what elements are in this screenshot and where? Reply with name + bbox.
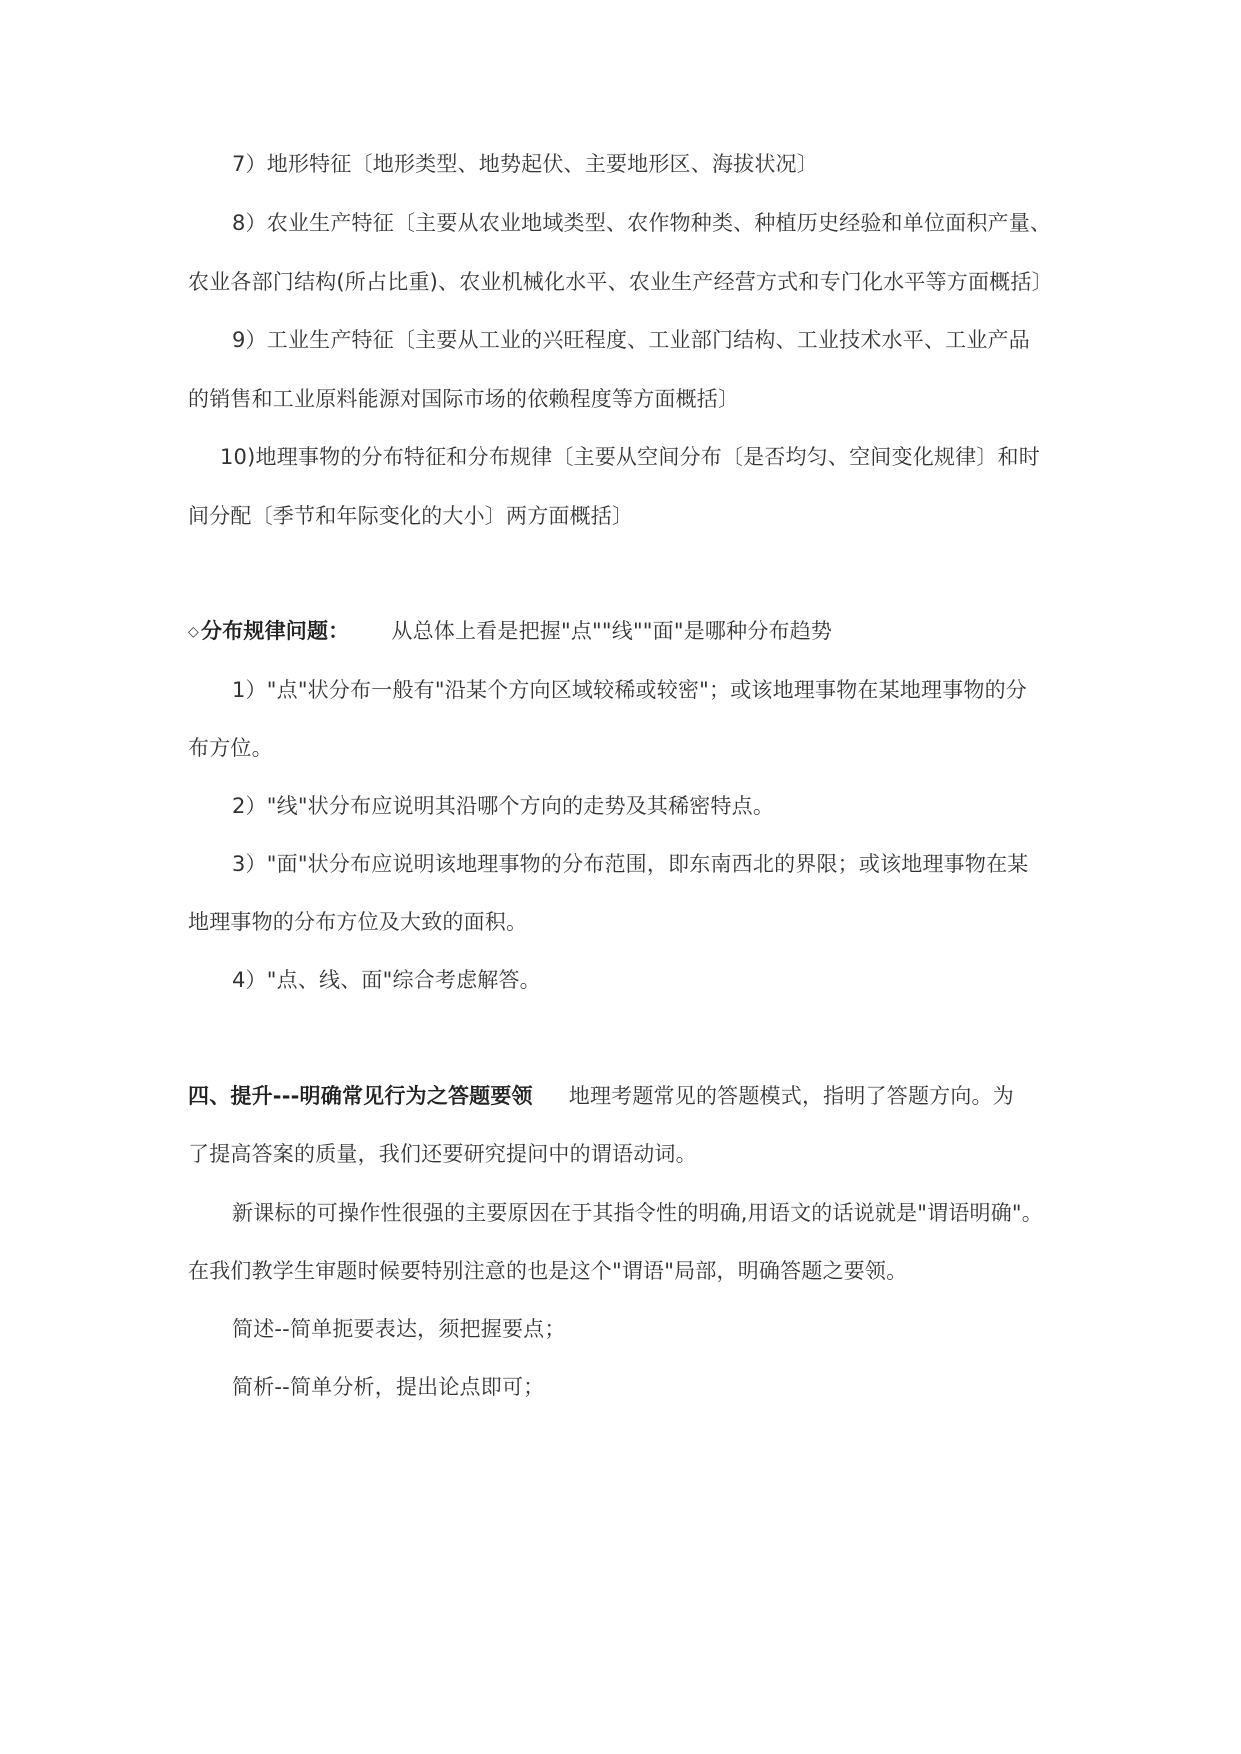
distribution-heading: 分布规律问题： [200,619,350,643]
item-9-industry-line2: 的销售和工业原料能源对国际市场的依赖程度等方面概括〕 [188,387,740,411]
distribution-item-2: 2）"线"状分布应说明其沿哪个方向的走势及其稀密特点。 [232,794,775,818]
section-4-paragraph-line1: 新课标的可操作性很强的主要原因在于其指令性的明确,用语文的话说就是"谓语明确"。 [232,1201,1043,1225]
distribution-item-4: 4）"点、线、面"综合考虑解答。 [232,968,541,992]
diamond-marker-icon: ◇ [188,624,199,640]
distribution-heading-row [188,616,1088,649]
term-brief-description: 简述--简单扼要表达，须把握要点； [232,1317,566,1341]
item-8-agriculture-line2: 农业各部门结构(所占比重)、农业机械化水平、农业生产经营方式和专门化水平等方面概括〕 [188,270,1053,294]
distribution-item-1-line2: 布方位。 [188,736,273,760]
item-9-industry-line1: 9）工业生产特征〔主要从工业的兴旺程度、工业部门结构、工业技术水平、工业产品 [232,328,1030,352]
section-4-paragraph-line2: 在我们教学生审题时候要特别注意的也是这个"谓语"局部，明确答题之要领。 [188,1259,908,1283]
item-8-agriculture-line1: 8）农业生产特征〔主要从农业地域类型、农作物种类、种植历史经验和单位面积产量、 [232,211,1052,235]
item-10-distribution-line2: 间分配〔季节和年际变化的大小〕两方面概括〕 [188,504,634,528]
section-4-heading: 四、提升---明确常见行为之答题要领 [188,1084,533,1108]
distribution-item-3-line2: 地理事物的分布方位及大致的面积。 [188,910,528,934]
section-4-heading-row [188,1081,1088,1111]
distribution-item-3-line1: 3）"面"状分布应说明该地理事物的分布范围，即东南西北的界限；或该地理事物在某 [232,852,1029,876]
section-4-intro-line2: 了提高答案的质量，我们还要研究提问中的谓语动词。 [188,1142,697,1166]
distribution-item-1-line1: 1）"点"状分布一般有"沿某个方向区域较稀或较密"；或该地理事物在某地理事物的分 [232,678,1027,702]
item-10-distribution-line1: 10)地理事物的分布特征和分布规律〔主要从空间分布〔是否均匀、空间变化规律〕和时 [220,445,1040,469]
section-4-intro-line1: 地理考题常见的答题模式，指明了答题方向。为 [568,1084,1014,1108]
term-brief-analysis: 简析--简单分析，提出论点即可； [232,1375,545,1399]
distribution-intro: 从总体上看是把握"点""线""面"是哪种分布趋势 [391,619,833,643]
item-7-terrain: 7）地形特征〔地形类型、地势起伏、主要地形区、海拔状况〕 [232,152,818,176]
